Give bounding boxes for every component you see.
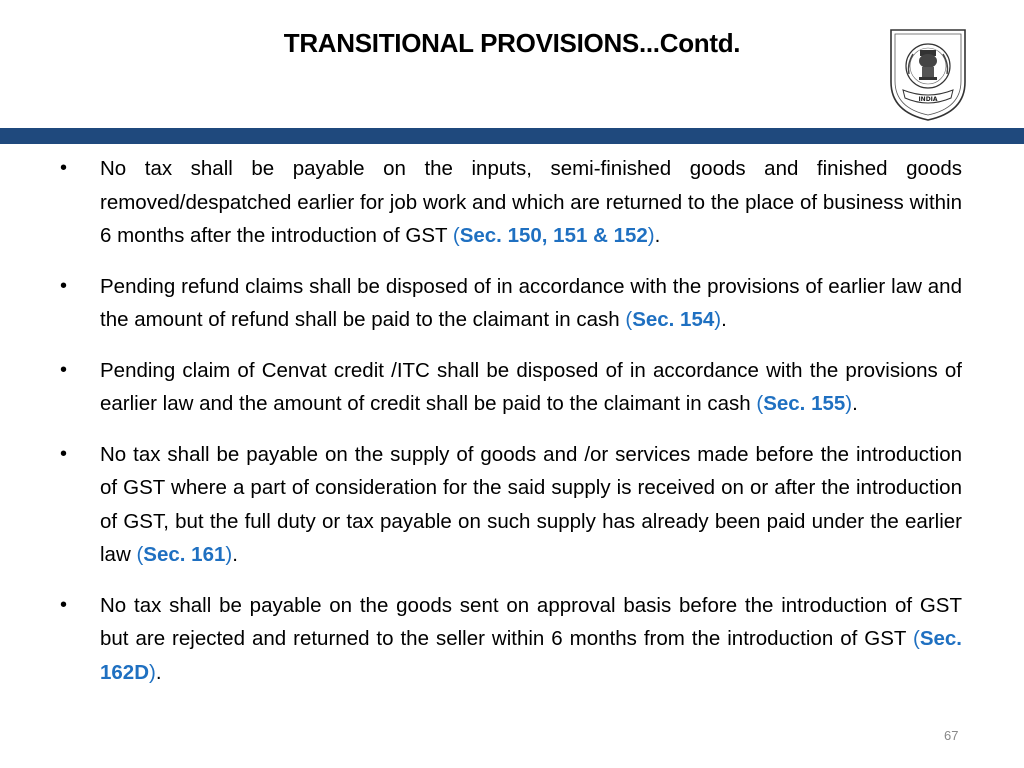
section-reference: (Sec. 161) (136, 543, 233, 566)
section-reference: (Sec. 150, 151 & 152) (452, 224, 655, 247)
bullet-dot-icon: • (60, 358, 68, 381)
bullet-list (56, 152, 962, 689)
bullet-dot-icon: • (60, 442, 68, 465)
bullet-suffix: . (155, 660, 162, 684)
section-reference: (Sec. 162D) (100, 627, 962, 684)
header-band (0, 128, 1024, 144)
emblem-text: INDIA (918, 96, 938, 103)
bullet-suffix: . (721, 308, 727, 331)
bullet-dot-icon: • (60, 157, 68, 179)
bullet-suffix: . (232, 543, 238, 566)
bullet-text: Pending refund claims shall be disposed of in accordance with the provisions of earlier law and the amount of refund shall be paid to the claimant in cash (100, 274, 962, 331)
bullet-text: Pending claim of Cenvat credit /ITC shall be disposed of in accordance with the provisions of earlier law and the amount of credit shall be paid to the claimant in cash (100, 358, 962, 415)
slide-title: TRANSITIONAL PROVISIONS...Contd. (283, 28, 741, 58)
page-number: 67 (944, 728, 959, 743)
emblem-icon (887, 24, 969, 124)
bullet-item-2 (56, 270, 962, 337)
bullet-dot-icon: • (60, 274, 68, 297)
bullet-text: No tax shall be payable on the inputs, semi-finished goods and finished goods removed/despatched earlier for job work and which are returned to the place of business within 6 months after the introduction of GST (100, 157, 962, 247)
bullet-dot-icon: • (60, 593, 68, 616)
section-reference: (Sec. 155) (756, 392, 853, 415)
bullet-text: No tax shall be payable on the goods sent on approval basis before the introduction of GST but are rejected and returned to the seller within 6 months from the introduction of GST (100, 593, 962, 650)
bullet-item-1 (56, 152, 962, 253)
bullet-item-4 (56, 438, 962, 572)
bullet-suffix: . (654, 224, 661, 247)
bullet-item-3 (56, 354, 962, 421)
bullet-suffix: . (852, 392, 858, 415)
section-reference: (Sec. 154) (625, 308, 722, 331)
bullet-text: No tax shall be payable on the supply of goods and /or services made before the introduction of GST where a part of consideration for the said supply is received on or after the introduction of GST, but the full duty or tax payable on such supply has already been paid under the earlier law (100, 442, 962, 566)
bullet-item-5 (56, 589, 962, 690)
